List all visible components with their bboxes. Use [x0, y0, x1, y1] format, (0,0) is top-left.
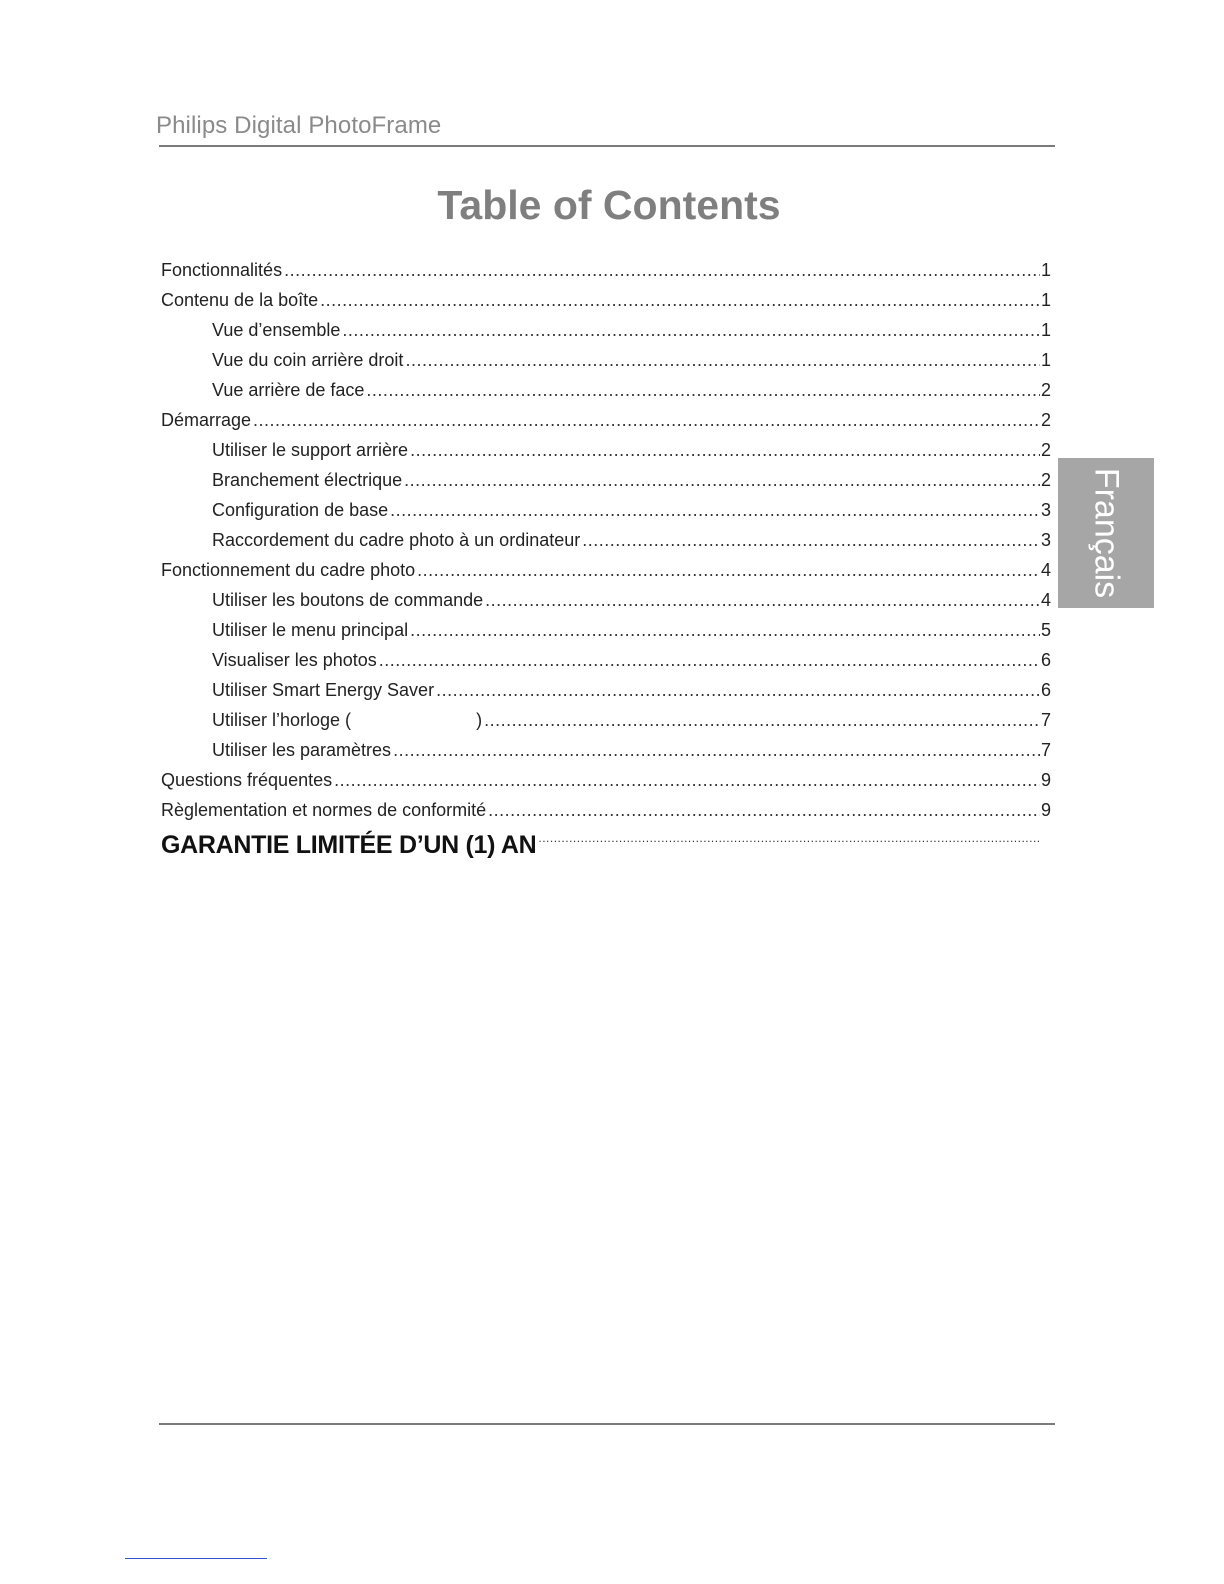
toc-page-number: 6 — [1040, 650, 1051, 670]
toc-entry-label: Contenu de la boîte — [161, 290, 319, 310]
toc-page-number: 2 — [1040, 380, 1051, 400]
footer-divider — [159, 1423, 1055, 1425]
toc-entry-vue-arriere-de-face[interactable] — [161, 375, 1051, 405]
toc-dot-leader — [334, 765, 1040, 795]
toc-page-number: 3 — [1040, 530, 1051, 550]
toc-entry-label: Vue du coin arrière droit — [212, 350, 404, 370]
toc-title: Table of Contents — [437, 182, 781, 228]
toc-entry-label: Raccordement du cadre photo à un ordinateur — [212, 530, 581, 550]
toc-page-number: 4 — [1040, 590, 1051, 610]
toc-page-number: 2 — [1040, 440, 1051, 460]
toc-entry-vue-ensemble[interactable] — [161, 315, 1051, 345]
toc-dot-leader — [417, 555, 1040, 585]
toc-entry-label: Branchement électrique — [212, 470, 403, 490]
toc-page-number: 2 — [1040, 470, 1051, 490]
toc-entry-label: Vue d’ensemble — [212, 320, 341, 340]
toc-entry-label: GARANTIE LIMITÉE D’UN (1) AN — [161, 831, 537, 859]
toc-entry-support-arriere[interactable] — [161, 435, 1051, 465]
toc-page-number: 3 — [1040, 500, 1051, 520]
toc-entry-boutons-de-commande[interactable] — [161, 585, 1051, 615]
toc-dot-leader — [320, 285, 1040, 315]
toc-entry-label: Utiliser les paramètres — [212, 740, 392, 760]
toc-entry-label: Configuration de base — [212, 500, 389, 520]
toc-entry-contenu-de-la-boite[interactable] — [161, 285, 1051, 315]
toc-entry-label: Utiliser les boutons de commande — [212, 590, 484, 610]
toc-dot-leader — [485, 585, 1040, 615]
toc-entry-label: Vue arrière de face — [212, 380, 365, 400]
toc-dot-leader — [404, 465, 1040, 495]
toc-entry-horloge[interactable] — [161, 705, 1051, 735]
toc-entry-label: Fonctionnalités — [161, 260, 283, 280]
language-tab — [1058, 458, 1154, 608]
toc-entry-label: Utiliser l’horloge ( ) — [212, 710, 483, 730]
toc-page-number: 7 — [1040, 740, 1051, 760]
toc-dot-leader — [538, 825, 1039, 851]
toc-page-number: 1 — [1040, 290, 1051, 310]
toc-entry-label: Règlementation et normes de conformité — [161, 800, 487, 820]
toc-page-number: 2 — [1040, 410, 1051, 430]
toc-dot-leader — [366, 375, 1040, 405]
toc-entry-visualiser-photos[interactable] — [161, 645, 1051, 675]
toc-page-number: 1 — [1040, 350, 1051, 370]
toc-entry-configuration-de-base[interactable] — [161, 495, 1051, 525]
toc-dot-leader — [379, 645, 1040, 675]
toc-dot-leader — [284, 255, 1040, 285]
toc-dot-leader — [436, 675, 1040, 705]
toc-dot-leader — [488, 795, 1040, 825]
toc-entry-smart-energy-saver[interactable] — [161, 675, 1051, 705]
toc-dot-leader — [405, 345, 1040, 375]
toc-entry-menu-principal[interactable] — [161, 615, 1051, 645]
toc-entry-label: Utiliser le support arrière — [212, 440, 409, 460]
toc-page-number: 1 — [1040, 320, 1051, 340]
document-header-title: Philips Digital PhotoFrame — [156, 112, 442, 139]
toc-dot-leader — [410, 435, 1040, 465]
toc-entry-reglementation[interactable] — [161, 795, 1051, 825]
toc-dot-leader — [582, 525, 1040, 555]
toc-entry-raccordement-ordinateur[interactable] — [161, 525, 1051, 555]
toc-entry-questions-frequentes[interactable] — [161, 765, 1051, 795]
toc-entry-label: Démarrage — [161, 410, 252, 430]
toc-page-number: 9 — [1040, 770, 1051, 790]
toc-entry-fonctionnement-cadre-photo[interactable] — [161, 555, 1051, 585]
footer-link-underline — [125, 1558, 267, 1559]
toc-entry-label: Questions fréquentes — [161, 770, 333, 790]
toc-page-number: 6 — [1040, 680, 1051, 700]
toc-entry-branchement-electrique[interactable] — [161, 465, 1051, 495]
toc-entry-label: Utiliser Smart Energy Saver — [212, 680, 435, 700]
toc-entry-garantie[interactable] — [161, 825, 1051, 865]
toc-entry-demarrage[interactable] — [161, 405, 1051, 435]
toc-entry-parametres[interactable] — [161, 735, 1051, 765]
toc-dot-leader — [253, 405, 1040, 435]
toc-entry-label: Fonctionnement du cadre photo — [161, 560, 416, 580]
toc-page-number: 7 — [1040, 710, 1051, 730]
toc-dot-leader — [342, 315, 1040, 345]
language-tab-label: Français — [1087, 467, 1126, 599]
toc-entry-fonctionnalites[interactable] — [161, 255, 1051, 285]
toc-dot-leader — [484, 705, 1040, 735]
toc-dot-leader — [390, 495, 1040, 525]
toc-page-number: 4 — [1040, 560, 1051, 580]
toc-page-number: 9 — [1040, 800, 1051, 820]
toc-page-number: 1 — [1040, 260, 1051, 280]
table-of-contents — [161, 255, 1051, 865]
toc-entry-label: Visualiser les photos — [212, 650, 377, 670]
header-divider — [159, 145, 1055, 147]
toc-page-number: 5 — [1040, 620, 1051, 640]
toc-dot-leader — [393, 735, 1040, 765]
toc-entry-label: Utiliser le menu principal — [212, 620, 409, 640]
toc-dot-leader — [410, 615, 1040, 645]
toc-entry-vue-coin-arriere-droit[interactable] — [161, 345, 1051, 375]
